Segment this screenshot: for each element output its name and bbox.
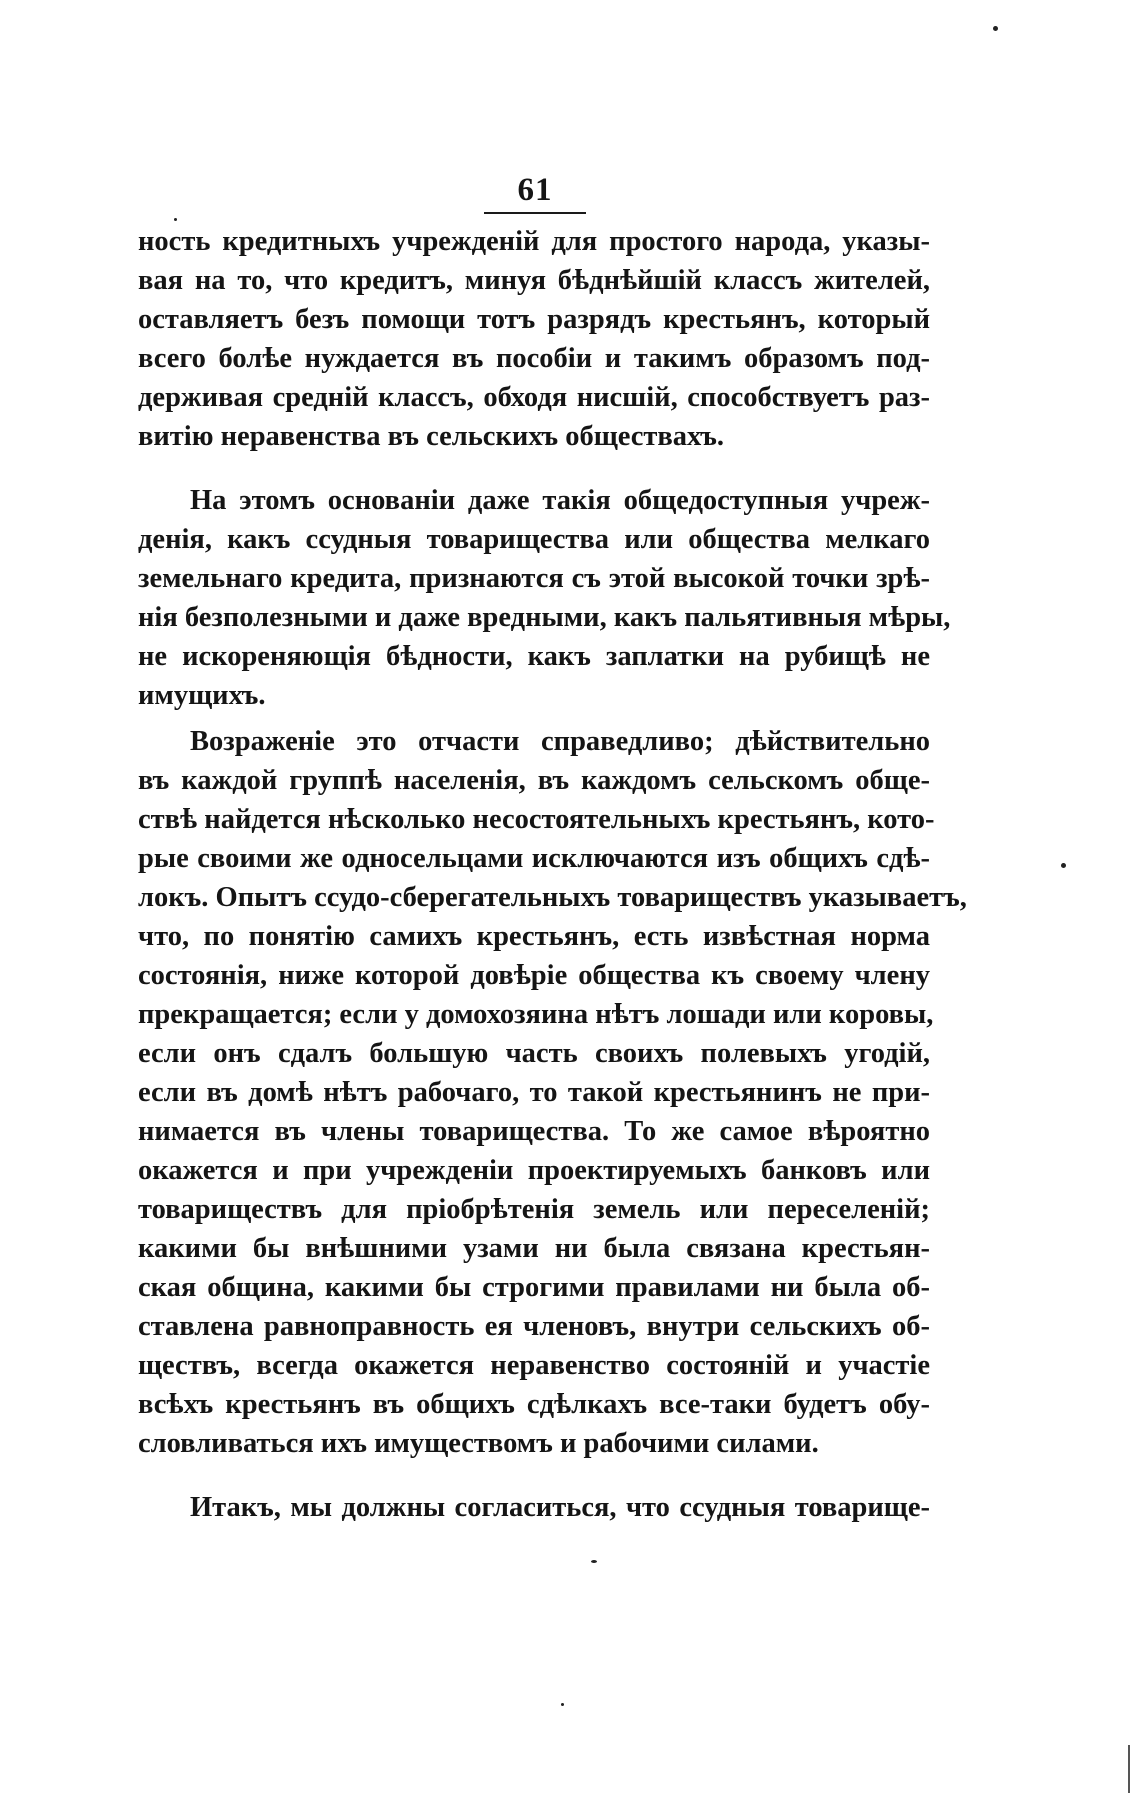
scan-edge-mark [1128, 1745, 1130, 1793]
text-line: витію неравенства въ сельскихъ обществахъ. [138, 421, 724, 452]
text-line: всего болѣе нуждается въ пособіи и такимъ образомъ под- [138, 343, 930, 374]
text-line: оставляетъ безъ помощи тотъ разрядъ крестьянъ, который [138, 304, 930, 335]
text-line: держивая средній классъ, обходя нисшій, способствуетъ раз- [138, 382, 930, 413]
text-line: окажется и при учрежденіи проектируемыхъ банковъ или [138, 1155, 930, 1186]
scan-speck [1061, 863, 1066, 868]
text-line: прекращается; если у домохозяина нѣтъ лошади или коровы, [138, 999, 934, 1030]
text-line: ставлена равноправность ея членовъ, внутри сельскихъ об- [138, 1311, 930, 1342]
text-line: нимается въ члены товарищества. То же самое вѣроятно [138, 1116, 930, 1147]
page-number-rule [484, 212, 586, 214]
text-line: ность кредитныхъ учрежденій для простого народа, указы- [138, 226, 930, 257]
text-line: На этомъ основаніи даже такія общедоступныя учреж- [190, 485, 930, 516]
text-line: товариществъ для пріобрѣтенія земель или переселеній; [138, 1194, 930, 1225]
scan-speck [993, 26, 998, 31]
text-line: локъ. Опытъ ссудо-сберегательныхъ товариществъ указываетъ, [138, 882, 967, 913]
scan-speck [174, 218, 177, 221]
text-line: если онъ сдалъ большую часть своихъ полевыхъ угодій, [138, 1038, 930, 1069]
text-line: состоянія, ниже которой довѣріе общества къ своему члену [138, 960, 930, 991]
text-line: ская община, какими бы строгими правилами ни была об- [138, 1272, 930, 1303]
text-line: всѣхъ крестьянъ въ общихъ сдѣлкахъ все-таки будетъ обу- [138, 1389, 930, 1420]
text-line: земельнаго кредита, признаются съ этой высокой точки зрѣ- [138, 563, 930, 594]
text-line: Возраженіе это отчасти справедливо; дѣйствительно [190, 726, 930, 757]
text-line: въ каждой группѣ населенія, въ каждомъ сельскомъ обще- [138, 765, 930, 796]
text-line: рые своими же односельцами исключаются изъ общихъ сдѣ- [138, 843, 930, 874]
text-line: что, по понятію самихъ крестьянъ, есть извѣстная норма [138, 921, 930, 952]
scan-speck [561, 1703, 564, 1706]
text-line: Итакъ, мы должны согласиться, что ссудныя товарище- [190, 1492, 930, 1523]
text-line: словливаться ихъ имуществомъ и рабочими силами. [138, 1428, 819, 1459]
text-line: ществъ, всегда окажется неравенство состояній и участіе [138, 1350, 930, 1381]
text-line: если въ домѣ нѣтъ рабочаго, то такой крестьянинъ не при- [138, 1077, 930, 1108]
text-line: денія, какъ ссудныя товарищества или общества мелкаго [138, 524, 930, 555]
text-line: какими бы внѣшними узами ни была связана крестьян- [138, 1233, 930, 1264]
text-line: нія безполезными и даже вредными, какъ пальятивныя мѣры, [138, 602, 951, 633]
page-number: 61 [517, 172, 553, 208]
scan-speck [591, 1560, 597, 1563]
text-line: вая на то, что кредитъ, минуя бѣднѣйшій классъ жителей, [138, 265, 930, 296]
text-line: не искореняющія бѣдности, какъ заплатки на рубищѣ не [138, 641, 930, 672]
text-line: ствѣ найдется нѣсколько несостоятельныхъ крестьянъ, кото- [138, 804, 935, 835]
text-line: имущихъ. [138, 680, 266, 711]
